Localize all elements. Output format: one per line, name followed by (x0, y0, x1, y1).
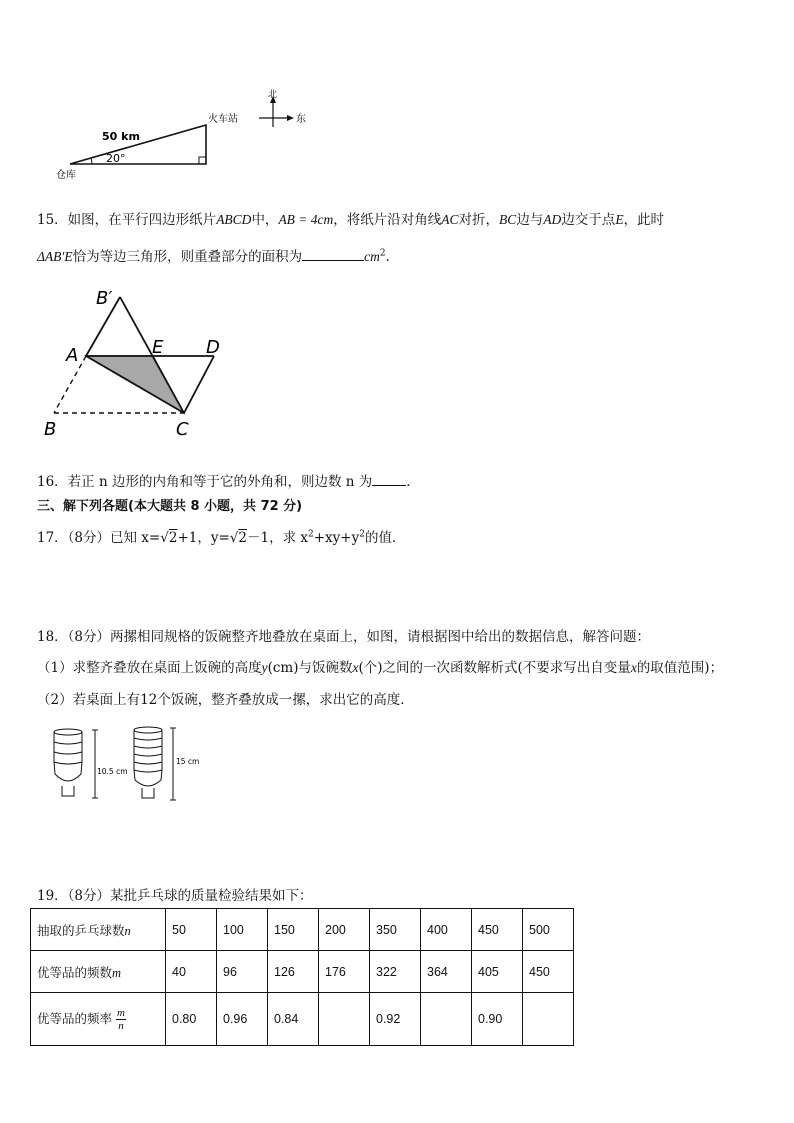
table-cell: 50 (166, 909, 217, 951)
table-row (31, 993, 574, 1046)
sqrt-sign: √ (229, 530, 239, 546)
north-label: 北 (268, 90, 278, 100)
row-header: 抽取的乒乓球数n (31, 909, 166, 951)
table-cell: 0.96 (217, 993, 268, 1046)
q15-line2: ΔAB′E恰为等边三角形，则重叠部分的面积为 $cm^2$． (37, 248, 400, 265)
label-d: D (206, 337, 220, 358)
bowl-stack-small (54, 729, 82, 796)
q17-line: 17．（8分）已知 x=√2+1，y=√2－1，求 $x^2+xy+y^2$的值． (37, 529, 406, 546)
bowls-figure (40, 722, 220, 807)
quality-table (30, 908, 574, 1046)
q16-line: 16．若正 n 边形的内角和等于它的外角和，则边数 n 为 ． (37, 474, 420, 490)
label-c: C (176, 419, 189, 440)
table-row (31, 909, 574, 951)
table-cell: 450 (472, 909, 523, 951)
distance-triangle-figure (40, 85, 320, 185)
sqrt-sign: √ (160, 530, 169, 546)
east-label: 东 (296, 114, 306, 125)
q18-intro: 18．（8分）两摞相同规格的饭碗整齐地叠放在桌面上，如图，请根据图中给出的数据信息，解答问题： (37, 629, 651, 645)
q18-part1: （1）求整齐叠放在桌面上饭碗的高度y(cm)与饭碗数x(个)之间的一次函数解析式(不要求写出自变量x的取值范围)； (37, 660, 724, 676)
table-cell: 364 (421, 951, 472, 993)
label-a: A (66, 345, 79, 366)
angle-label: 20° (106, 152, 126, 165)
bowl-stack-large (134, 727, 162, 798)
table-cell: 0.90 (472, 993, 523, 1046)
distance-label: 50 km (102, 130, 140, 143)
table-cell: 450 (523, 951, 574, 993)
table-cell: 100 (217, 909, 268, 951)
label-e: E (152, 337, 164, 358)
table-cell: 176 (319, 951, 370, 993)
q19-title: 19．（8分）某批乒乓球的质量检验结果如下： (37, 888, 313, 904)
warehouse-label: 仓库 (56, 170, 76, 181)
table-cell: 322 (370, 951, 421, 993)
row-header: 优等品的频数m (31, 951, 166, 993)
row-header: 优等品的频率 $\frac{m}{n}$ (31, 993, 166, 1046)
label-b: B (44, 419, 57, 440)
section-heading: 三、解下列各题(本大题共 8 小题，共 72 分) (37, 499, 303, 514)
table-cell: 126 (268, 951, 319, 993)
station-label: 火车站 (208, 114, 238, 125)
table-cell (319, 993, 370, 1046)
parallelogram-figure (36, 280, 236, 440)
table-cell: 40 (166, 951, 217, 993)
answer-blank (302, 248, 364, 261)
table-cell: 0.84 (268, 993, 319, 1046)
table-cell: 0.92 (370, 993, 421, 1046)
table-cell: 150 (268, 909, 319, 951)
label-b-prime: B′ (96, 288, 113, 309)
fraction-m-over-n: $\frac{m}{n}$ (117, 1006, 125, 1032)
answer-blank (372, 473, 406, 486)
table-cell (421, 993, 472, 1046)
table-cell: 350 (370, 909, 421, 951)
table-cell: 96 (217, 951, 268, 993)
q18-part2: （2）若桌面上有12个饭碗，整齐叠放成一摞，求出它的高度． (37, 692, 414, 708)
height-label-small: 10.5 cm (97, 767, 128, 776)
table-row (31, 951, 574, 993)
table-cell (523, 993, 574, 1046)
table-cell: 0.80 (166, 993, 217, 1046)
table-cell: 405 (472, 951, 523, 993)
height-label-large: 15 cm (176, 757, 200, 766)
table-cell: 400 (421, 909, 472, 951)
q15-line1: 15．如图，在平行四边形纸片ABCD中，AB = 4cm，将纸片沿对角线AC对折，BC边与AD边交于点E，此时 (37, 212, 665, 228)
table-cell: 200 (319, 909, 370, 951)
table-cell: 500 (523, 909, 574, 951)
